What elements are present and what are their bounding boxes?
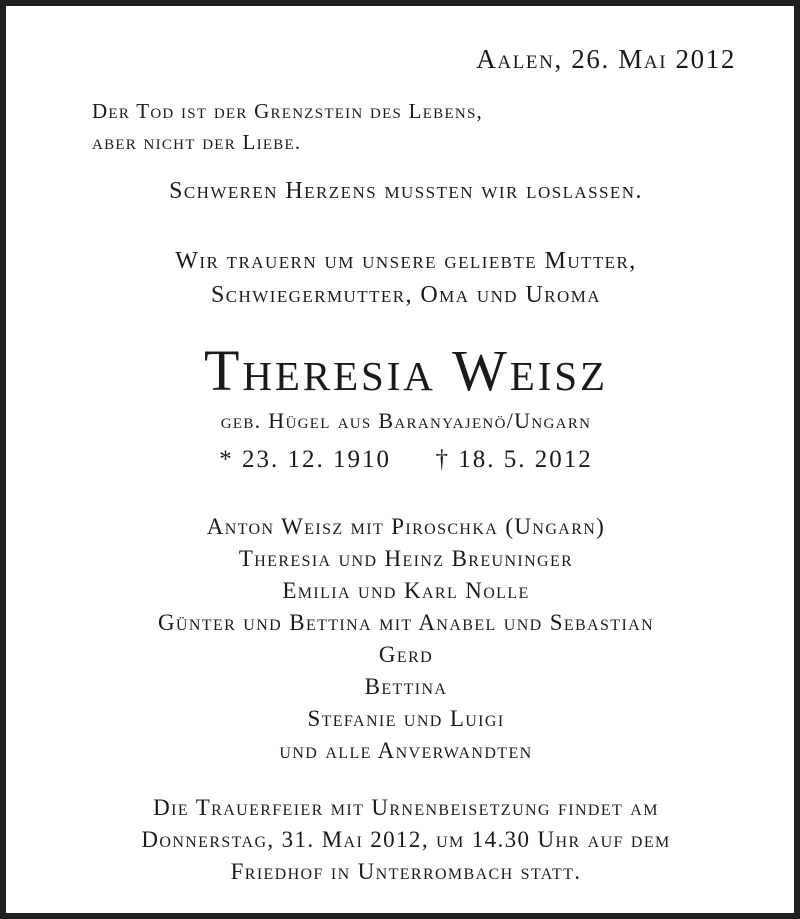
motto-line: Der Tod ist der Grenzstein des Lebens, bbox=[92, 99, 484, 123]
mourn-line: Schwiegermutter, Oma und Uroma bbox=[210, 282, 602, 308]
life-dates bbox=[6, 446, 800, 474]
mourner-line: Stefanie und Luigi bbox=[307, 706, 505, 731]
mourner-line: Emilia und Karl Nolle bbox=[282, 578, 530, 603]
birth-date: 23. 12. 1910 bbox=[242, 446, 391, 473]
funeral-info bbox=[6, 792, 800, 888]
deceased-name: Theresia Weisz bbox=[204, 338, 608, 403]
place-date: Aalen, 26. Mai 2012 bbox=[476, 44, 736, 74]
funeral-line: Donnerstag, 31. Mai 2012, um 14.30 Uhr auf dem bbox=[141, 827, 671, 852]
motto bbox=[92, 96, 483, 158]
death-symbol: † bbox=[435, 446, 450, 473]
death-date: 18. 5. 2012 bbox=[458, 446, 593, 473]
mourner-line: Gerd bbox=[378, 642, 434, 667]
birth-symbol: * bbox=[219, 446, 234, 473]
mourner-line: Günter und Bettina mit Anabel und Sebastian bbox=[157, 610, 655, 635]
mourn-line: Wir trauern um unsere geliebte Mutter, bbox=[175, 248, 637, 274]
mourners-list bbox=[6, 511, 800, 767]
funeral-line: Friedhof in Unterrombach statt. bbox=[230, 859, 582, 884]
mourn-statement bbox=[6, 244, 800, 312]
funeral-line: Die Trauerfeier mit Urnenbeisetzung findet am bbox=[153, 795, 659, 820]
mourner-line: und alle Anverwandten bbox=[279, 738, 533, 763]
mourner-line: Theresia und Heinz Breuninger bbox=[238, 546, 574, 571]
mourner-line: Bettina bbox=[364, 674, 448, 699]
mourner-line: Anton Weisz mit Piroschka (Ungarn) bbox=[206, 514, 606, 539]
heavy-hearts-line: Schweren Herzens mussten wir loslassen. bbox=[169, 178, 643, 204]
born-as: geb. Hügel aus Baranyajenö/Ungarn bbox=[220, 408, 592, 433]
motto-line: aber nicht der Liebe. bbox=[92, 130, 302, 154]
